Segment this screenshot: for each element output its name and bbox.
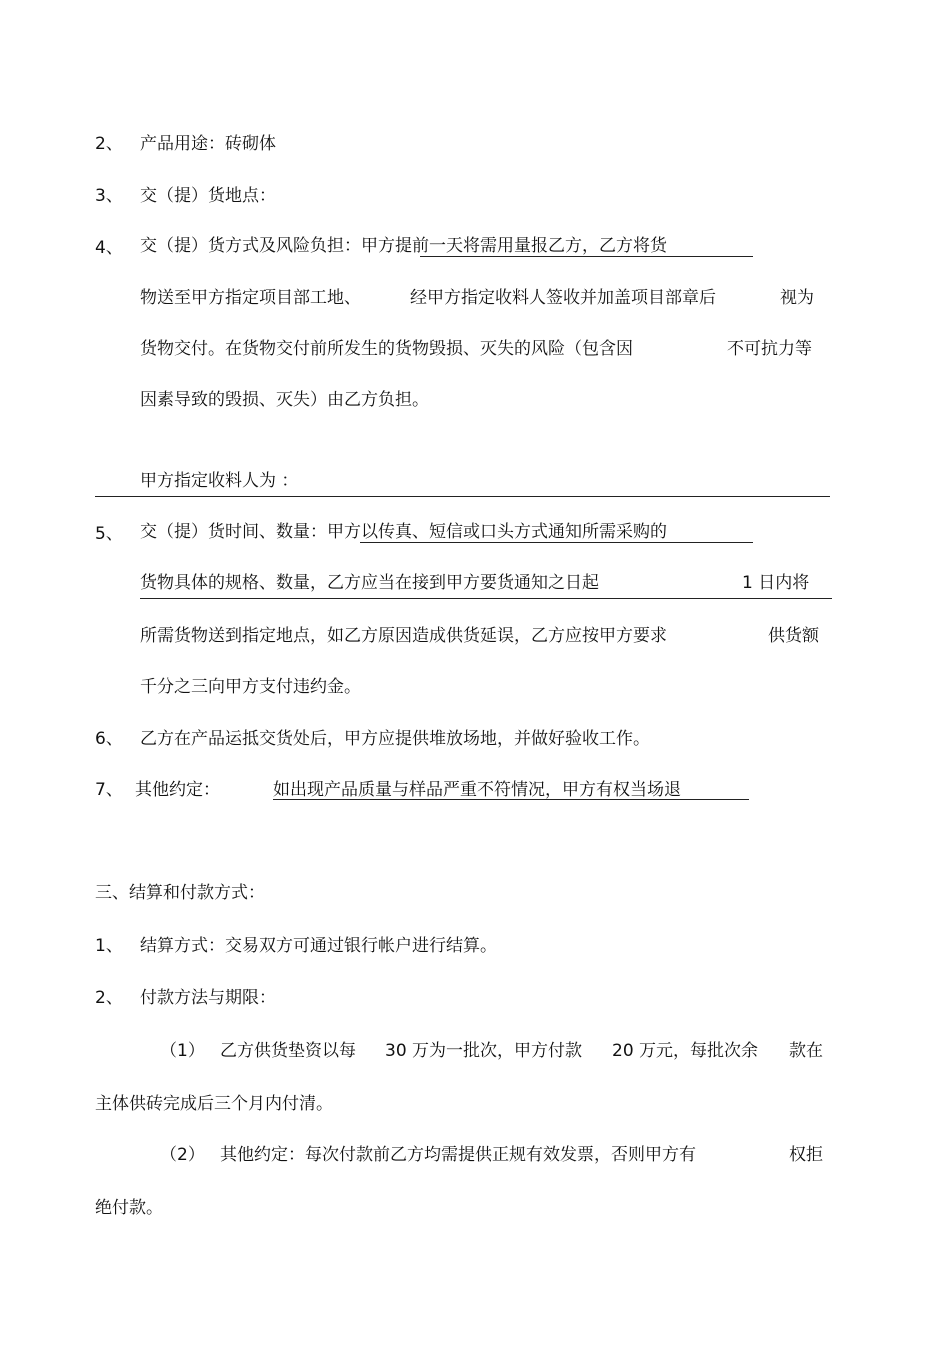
- item-text: 因素导致的毁损、灭失）由乙方负担。: [140, 390, 429, 410]
- item-number: 3、: [95, 186, 123, 206]
- item-text: 结算方式：交易双方可通过银行帐户进行结算。: [140, 936, 497, 956]
- underline: [273, 799, 749, 800]
- item-text: 如出现产品质量与样品严重不符情况，甲方有权当场退: [273, 780, 681, 800]
- underline: [420, 256, 753, 257]
- item-text: 经甲方指定收料人签收并加盖项目部章后: [410, 288, 716, 308]
- item-text: 付款方法与期限：: [140, 988, 276, 1008]
- item-text: 交（提）货地点：: [140, 186, 276, 206]
- item-text: 1 日内将: [742, 573, 810, 593]
- item-text: 所需货物送到指定地点，如乙方原因造成供货延误，乙方应按甲方要求: [140, 626, 667, 646]
- item-text: 20 万元，每批次余: [612, 1041, 759, 1061]
- item-number: 5、: [95, 524, 123, 544]
- item-number: 1、: [95, 936, 123, 956]
- item-text: 乙方供货垫资以每: [220, 1041, 356, 1061]
- item-text: 交（提）货时间、数量：甲方以传真、短信或口头方式通知所需采购的: [140, 522, 667, 542]
- item-text: 货物交付。在货物交付前所发生的货物毁损、灭失的风险（包含因: [140, 339, 633, 359]
- item-text: 物送至甲方指定项目部工地、: [140, 288, 361, 308]
- item-text: 乙方在产品运抵交货处后，甲方应提供堆放场地，并做好验收工作。: [140, 729, 650, 749]
- item-text: 30 万为一批次，甲方付款: [385, 1041, 583, 1061]
- item-text: 交（提）货方式及风险负担：甲方提前一天将需用量报乙方，乙方将货: [140, 236, 667, 256]
- item-text: 主体供砖完成后三个月内付清。: [95, 1094, 333, 1114]
- section-heading: 三、结算和付款方式：: [95, 883, 265, 903]
- item-text: 货物具体的规格、数量，乙方应当在接到甲方要货通知之日起: [140, 573, 599, 593]
- item-number: 2、: [95, 988, 123, 1008]
- item-number: 4、: [95, 238, 123, 258]
- item-text: 绝付款。: [95, 1198, 163, 1218]
- item-number: 2、: [95, 134, 123, 154]
- item-number: 7、: [95, 780, 123, 800]
- underline: [360, 542, 753, 543]
- item-text: 千分之三向甲方支付违约金。: [140, 677, 361, 697]
- sub-item-number: （1）: [160, 1041, 205, 1061]
- item-text: 权拒: [789, 1145, 823, 1165]
- receiver-label: 甲方指定收料人为 ：: [140, 471, 299, 491]
- item-number: 6、: [95, 729, 123, 749]
- item-text: 其他约定：每次付款前乙方均需提供正规有效发票，否则甲方有: [220, 1145, 696, 1165]
- item-text: 供货额: [768, 626, 819, 646]
- item-text: 不可抗力等: [727, 339, 812, 359]
- sub-item-number: （2）: [160, 1145, 205, 1165]
- item-text: 款在: [789, 1041, 823, 1061]
- item-text: 产品用途：砖砌体: [140, 134, 276, 154]
- item-text: 视为: [780, 288, 814, 308]
- fill-in-line: [95, 496, 830, 497]
- underline: [140, 598, 832, 599]
- item-label: 其他约定：: [135, 780, 220, 800]
